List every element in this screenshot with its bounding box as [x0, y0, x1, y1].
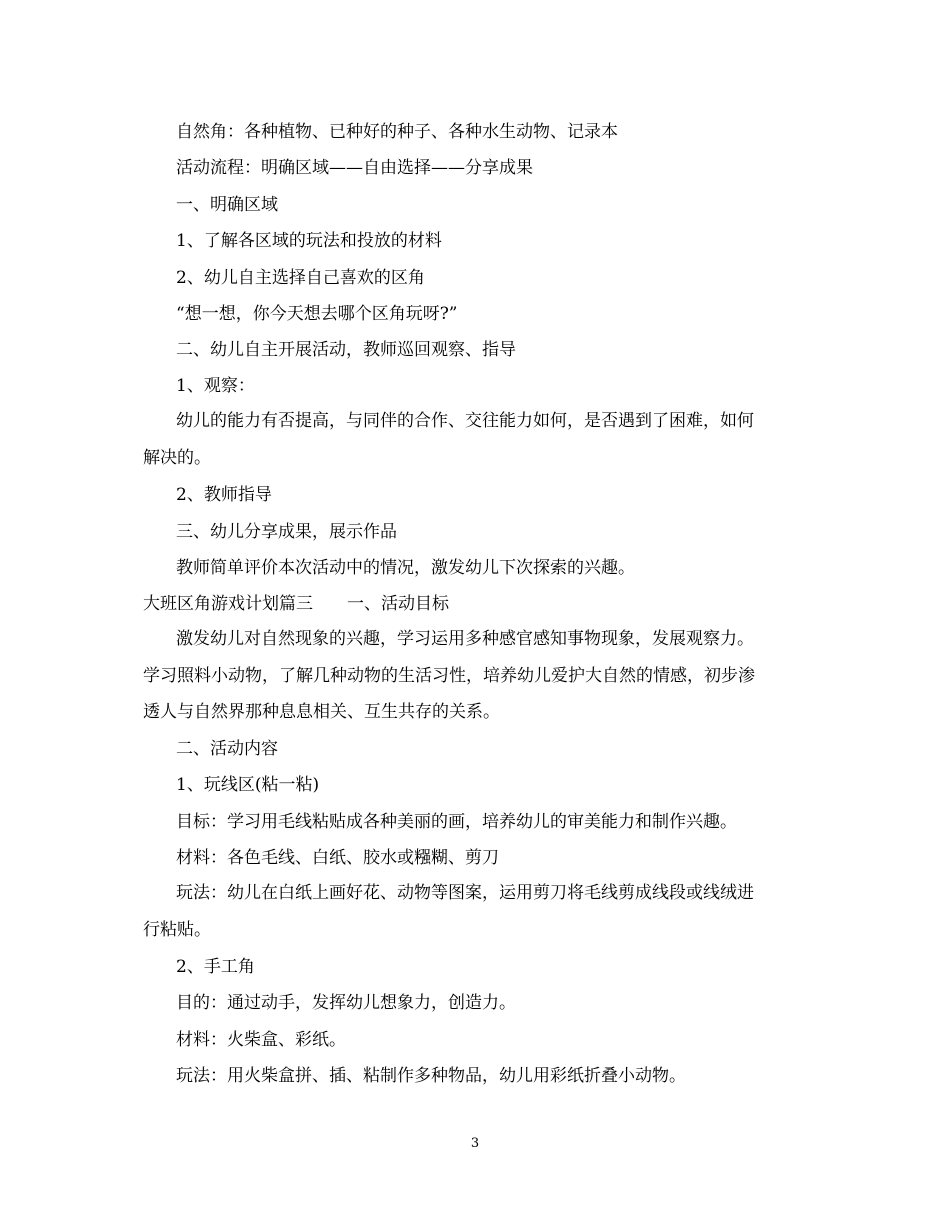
text-line: 自然角：各种植物、已种好的种子、各种水生动物、记录本	[176, 122, 618, 142]
text-line: 目的：通过动手，发挥幼儿想象力，创造力。	[176, 993, 516, 1013]
text-line: 材料：各色毛线、白纸、胶水或糨糊、剪刀	[176, 848, 499, 868]
text-line: 1、观察：	[176, 376, 255, 396]
text-line: 1、玩线区(粘一粘)	[176, 775, 320, 795]
text-line: 二、幼儿自主开展活动，教师巡回观察、指导	[176, 340, 516, 360]
text-line: 材料：火柴盒、彩纸。	[176, 1030, 346, 1050]
text-line: 透人与自然界那种息息相关、互生共存的关系。	[143, 702, 500, 722]
text-line: 行粘贴。	[143, 920, 211, 940]
text-line: 玩法：用火柴盒拼、插、粘制作多种物品，幼儿用彩纸折叠小动物。	[176, 1066, 686, 1086]
text-line: 玩法：幼儿在白纸上画好花、动物等图案，运用剪刀将毛线剪成线段或线绒进	[176, 883, 754, 903]
text-line: 目标：学习用毛线粘贴成各种美丽的画，培养幼儿的审美能力和制作兴趣。	[176, 812, 737, 832]
page-number: 3	[470, 1136, 480, 1151]
text-line: 教师简单评价本次活动中的情况，激发幼儿下次探索的兴趣。	[176, 558, 635, 578]
section-heading: 大班区角游戏计划篇三 一、活动目标	[143, 594, 449, 614]
text-line: 激发幼儿对自然现象的兴趣，学习运用多种感官感知事物现象，发展观察力。	[176, 629, 754, 649]
text-line: 学习照料小动物，了解几种动物的生活习性，培养幼儿爱护大自然的情感，初步渗	[143, 666, 755, 686]
text-line: 2、幼儿自主选择自己喜欢的区角	[176, 268, 425, 288]
text-line: 一、明确区域	[176, 195, 278, 215]
text-line: “想一想，你今天想去哪个区角玩呀?”	[176, 304, 458, 324]
text-line: 活动流程：明确区域——自由选择——分享成果	[176, 158, 533, 178]
text-line: 2、手工角	[176, 957, 255, 977]
text-line: 三、幼儿分享成果，展示作品	[176, 522, 397, 542]
text-line: 二、活动内容	[176, 739, 278, 759]
text-line: 幼儿的能力有否提高，与同伴的合作、交往能力如何，是否遇到了困难，如何	[176, 411, 754, 431]
text-line: 解决的。	[143, 448, 211, 468]
text-line: 1、了解各区域的玩法和投放的材料	[176, 231, 442, 251]
text-line: 2、教师指导	[176, 485, 272, 505]
